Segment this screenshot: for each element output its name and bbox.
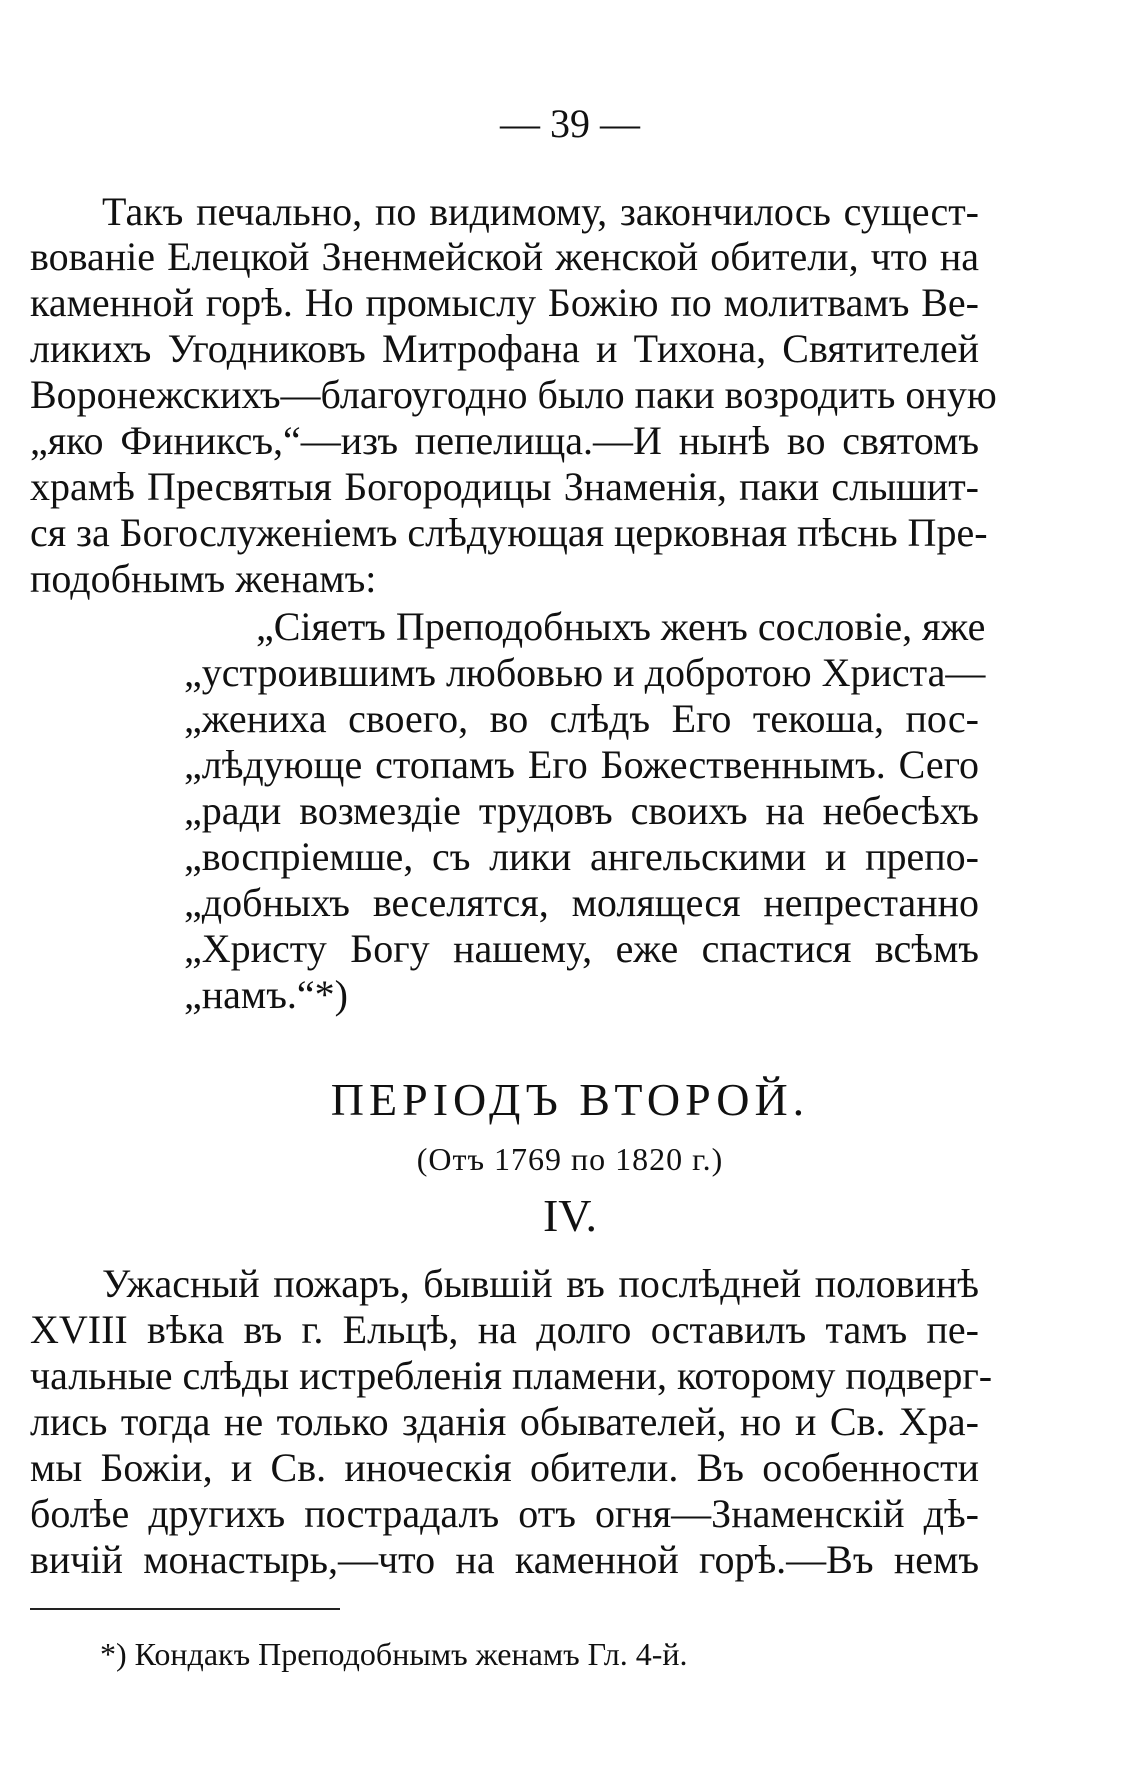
- section-number: IV.: [542, 1190, 598, 1241]
- quote-line: „ради возмездіе трудовъ своихъ на небесѣхъ: [184, 788, 979, 833]
- text-line: чальные слѣды истребленія пламени, которому подверг-: [30, 1353, 993, 1398]
- footnote: *) Кондакъ Преподобнымъ женамъ Гл. 4-й.: [100, 1636, 688, 1672]
- quote-line: „намъ.“*): [184, 972, 348, 1017]
- text-line: Воронежскихъ—благоугодно было паки возродить оную: [30, 372, 997, 417]
- quote-line: „воспріемше, съ лики ангельскими и препо-: [184, 834, 979, 879]
- text-line: „яко Финиксъ,“—изъ пепелища.—И нынѣ во святомъ: [30, 418, 979, 463]
- text-line: XVIII вѣка въ г. Ельцѣ, на долго оставилъ тамъ пе-: [30, 1307, 979, 1352]
- text-line: ликихъ Угодниковъ Митрофана и Тихона, Святителей: [30, 326, 979, 371]
- section-title: ПЕРІОДЪ ВТОРОЙ.: [330, 1074, 810, 1125]
- quote-line: „Христу Богу нашему, еже спастися всѣмъ: [184, 926, 979, 971]
- text-line: лись тогда не только зданія обывателей, но и Св. Хра-: [30, 1399, 979, 1444]
- text-line: подобнымъ женамъ:: [30, 556, 377, 601]
- text-line: ся за Богослуженіемъ слѣдующая церковная пѣснь Пре-: [30, 510, 988, 555]
- quote-line: „Сіяетъ Преподобныхъ женъ сословіе, яже: [256, 604, 986, 649]
- footnote-divider: [30, 1608, 340, 1610]
- text-line: болѣе другихъ пострадалъ отъ огня—Знаменскій дѣ-: [30, 1491, 979, 1536]
- text-line: храмѣ Пресвятыя Богородицы Знаменія, паки слышит-: [30, 464, 979, 509]
- quote-line: „лѣдующе стопамъ Его Божественнымъ. Сего: [184, 742, 979, 787]
- section-dates: (Отъ 1769 по 1820 г.): [416, 1141, 724, 1177]
- text-line: каменной горѣ. Но промыслу Божію по молитвамъ Ве-: [30, 280, 979, 325]
- text-line: вичій монастырь,—что на каменной горѣ.—Въ немъ: [30, 1537, 979, 1582]
- text-line: Ужасный пожаръ, бывшій въ послѣдней половинѣ: [102, 1261, 979, 1306]
- text-line: Такъ печально, по видимому, закончилось сущест-: [102, 189, 979, 234]
- quote-line: „устроившимъ любовью и добротою Христа—: [184, 650, 986, 695]
- text-line: вованіе Елецкой Зненмейской женской обители, что на: [30, 234, 979, 279]
- quote-line: „жениха своего, во слѣдъ Его текоша, пос-: [184, 696, 979, 741]
- quote-line: „добныхъ веселятся, молящеся непрестанно: [184, 880, 979, 925]
- text-line: мы Божіи, и Св. иноческія обители. Въ особенности: [30, 1445, 979, 1490]
- page-number: — 39 —: [500, 101, 640, 146]
